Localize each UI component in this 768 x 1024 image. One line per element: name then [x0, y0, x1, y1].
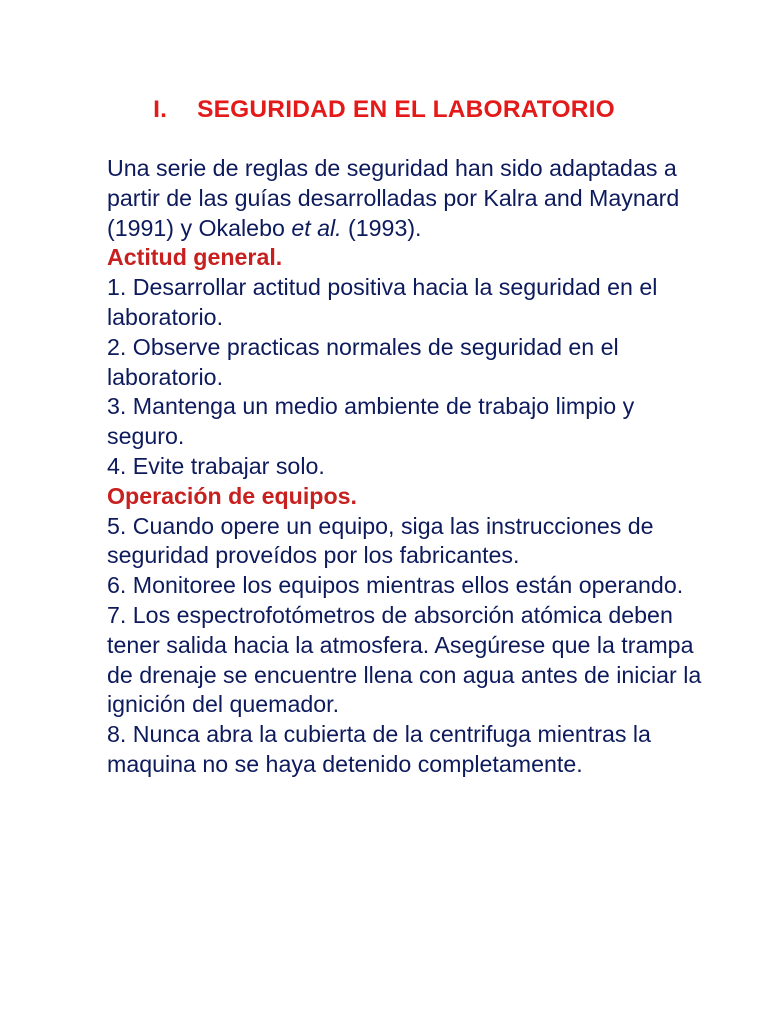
rule-item-5: 5. Cuando opere un equipo, siga las instrucciones de seguridad proveídos por los fabricantes. [107, 512, 654, 569]
rule-item-8: 8. Nunca abra la cubierta de la centrifuga mientras la maquina no se haya detenido completamente. [107, 721, 651, 777]
rule-item-6: 6. Monitoree los equipos mientras ellos están operando. [107, 572, 684, 599]
intro-emphasis: et al. [291, 214, 342, 241]
heading-number: I. [153, 96, 168, 123]
rule-item-2: 2. Observe practicas normales de seguridad en el laboratorio. [107, 333, 619, 390]
rule-item-1: 1. Desarrollar actitud positiva hacia la seguridad en el laboratorio. [107, 274, 658, 330]
intro-paragraph [107, 154, 717, 243]
rule-item-4: 4. Evite trabajar solo. [107, 452, 325, 479]
intro-text-after: (1993). [341, 214, 422, 241]
section-title-actitud-general: Actitud general. [107, 244, 283, 271]
intro-text-before: Una serie de reglas de seguridad han sido adaptadas a partir de las guías desarrolladas por Kalra and Maynard (1991) y Okalebo [107, 155, 680, 241]
page-heading [0, 96, 768, 124]
document-body [107, 154, 717, 780]
rule-item-3: 3. Mantenga un medio ambiente de trabajo limpio y seguro. [107, 393, 635, 450]
rule-item-7: 7. Los espectrofotómetros de absorción atómica deben tener salida hacia la atmosfera. Asegúrese que la trampa de drenaje se encuentre llena con agua antes de iniciar la ignición del quemador. [107, 601, 702, 718]
heading-title: SEGURIDAD EN EL LABORATORIO [197, 96, 615, 123]
section-title-operacion-equipos: Operación de equipos. [107, 482, 357, 509]
